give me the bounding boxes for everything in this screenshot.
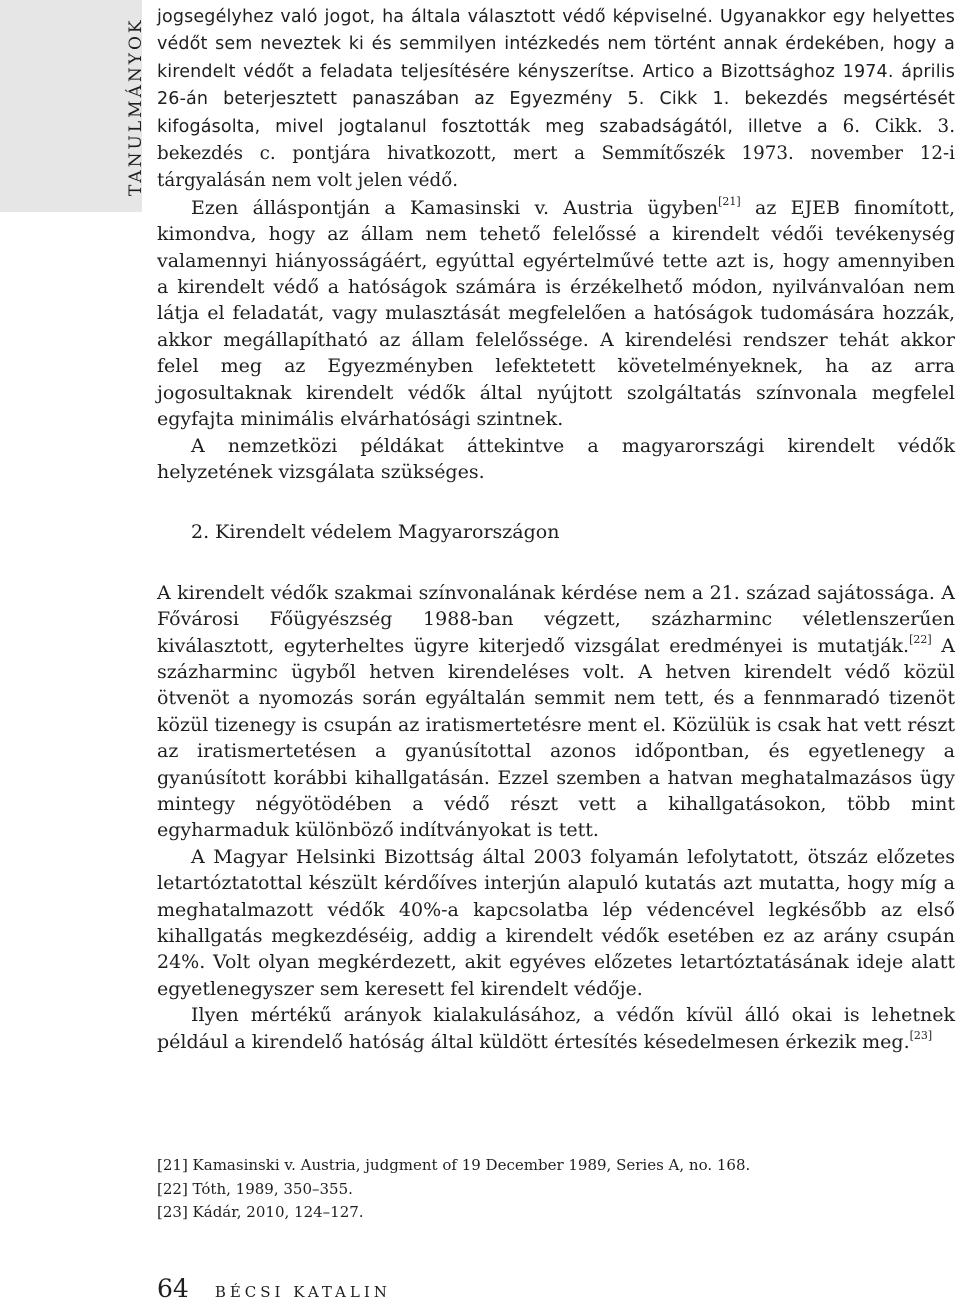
paragraph-4 — [157, 580, 955, 844]
footnotes — [157, 1154, 955, 1225]
paragraph-6 — [157, 1002, 955, 1055]
footnote-23: [23] Kádár, 2010, 124–127. — [157, 1203, 364, 1221]
section-heading: 2. Kirendelt védelem Magyarországon — [191, 521, 560, 544]
paragraph-4-part-a: A kirendelt védők szakmai színvonalának kérdése nem a 21. század sajátossága. A Fővárosi Főügyészség 1988-ban végzett, százharminc véletlenszerűen kiválasztott, egyterheltes ügyre kiterjedő vizsgálat eredményei is mutatják. — [157, 581, 955, 657]
paragraph-5: A Magyar Helsinki Bizottság által 2003 folyamán lefolytatott, ötszáz előzetes letartóztatottal készült kérdőíves interjún alapuló kutatás azt mutatta, hogy míg a meghatalmazott védők 40%-a kapcsolatba lép védencével legkésőbb az első kihallgatás megkezdéséig, addig a kirendelt védők esetében ez az arány csupán 24%. Volt olyan megkérdezett, akit egyéves előzetes letartóztatásának ideje alatt egyetlenegyszer sem keresett fel kirendelt védője. — [157, 845, 955, 1000]
paragraph-3: A nemzetközi példákat áttekintve a magyarországi kirendelt védők helyzetének vizsgálata szükséges. — [157, 434, 955, 483]
paragraph-6-text: Ilyen mértékű arányok kialakulásához, a védőn kívül álló okai is lehetnek például a kirendelő hatóság által küldött értesítés késedelmesen érkezik meg. — [157, 1004, 955, 1053]
section-tab — [0, 0, 142, 212]
section-tab-label: TANULMÁNYOK — [126, 17, 146, 196]
paragraph-1-part-a: jogsegélyhez való jogot, ha általa választott védő képviselné. Ugyanakkor egy helyettes védőt sem neveztek ki és semmilyen intézkedés nem történt annak érdekében, hogy a kirendelt védőt a feladata teljesítésére kényszerítse. Artico a Bizottsághoz 1974. április 26-án beterjesztett panaszában az Egyezmény 5. Cikk 1. bekezdés megsértését kifogásolta, mivel jogtalanul fosztották meg szabadságától, illetve a — [157, 7, 955, 137]
footnote-ref-23: [23] — [909, 1028, 933, 1042]
paragraph-2-part-b: az EJEB finomított, kimondva, hogy az állam nem tehető felelőssé a kirendelt védői tevékenység valamennyi hiányosságáért, egyúttal egyértelművé tette azt is, hogy amennyiben a kirendelt védő a hatóságok számára is érzékelhető módon, nyilvánvalóan nem látja el feladatát, vagy mulasztását megfelelően a hatóságok tudomására hozzák, akkor megállapítható az állam felelőssége. A kirendelési rendszer tehát akkor felel meg az Egyezményben lefektetett követelményeknek, ha az arra jogosultaknak kirendelt védők által nyújtott szolgáltatás színvonala megfelel egyfajta minimális elvárhatósági szintnek. — [157, 196, 955, 431]
page-footer — [157, 1274, 391, 1306]
paragraph-1 — [157, 3, 955, 195]
paragraph-4-part-b: A százharminc ügyből hetven kirendeléses volt. A hetven kirendelt védő közül ötvenöt a nyomozás során egyáltalán semmit nem tett, és a fennmaradó tizenöt közül tizenegy is csupán az iratismertetésre ment el. Közülük is csak hat vett részt az iratismertetésen a gyanúsítottal azonos időpontban, és egyetlenegy a gyanúsított korábbi kihallgatásán. Ezzel szemben a hatvan meghatalmazásos ügy mintegy négyötödében a védő részt vett a kihallgatásokon, több mint egyharmaduk különböző indítványokat is tett. — [157, 634, 955, 842]
article-body — [157, 3, 955, 1055]
footnote-ref-22: [22] — [909, 632, 932, 646]
paragraph-1-part-b: 6. Cikk. 3. bekezdés c. pontjára hivatkozott, mert a Semmítőszék 1973. november 12-i tárgyalásán nem volt jelen védő. — [157, 115, 956, 192]
page-number: 64 — [157, 1274, 189, 1303]
footnote-ref-21: [21] — [718, 194, 741, 208]
footnote-21: [21] Kamasinski v. Austria, judgment of 19 December 1989, Series A, no. 168. — [157, 1156, 751, 1174]
author-name: BÉCSI KATALIN — [214, 1283, 391, 1301]
footnote-22: [22] Tóth, 1989, 350–355. — [157, 1179, 353, 1198]
paragraph-2-part-a: Ezen álláspontján a Kamasinski v. Austria ügyben — [191, 196, 719, 219]
paragraph-2 — [157, 195, 955, 433]
